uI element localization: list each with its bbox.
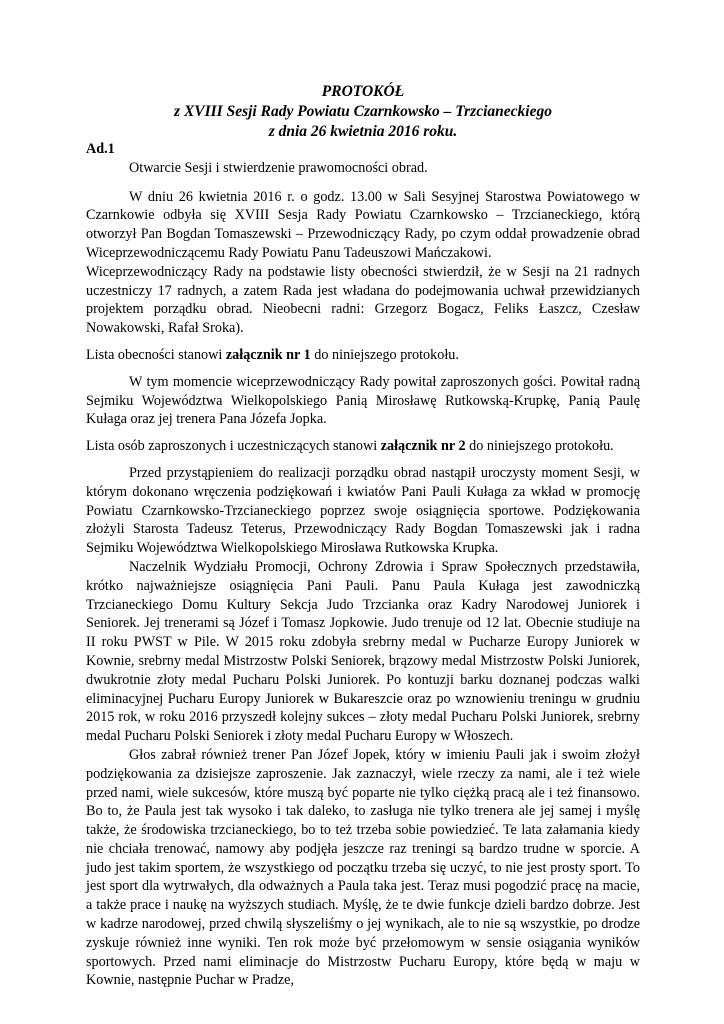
attachment-2-text-before: Lista osób zaproszonych i uczestniczących stanowi — [86, 438, 381, 455]
section-intro: Otwarcie Sesji i stwierdzenie prawomocności obrad. — [129, 159, 428, 176]
document-title: PROTOKÓŁ — [321, 83, 405, 100]
attachment-2-text-after: do niniejszego protokołu. — [465, 438, 614, 455]
paragraph-ceremony: Przed przystąpieniem do realizacji porządku obrad nastąpił uroczysty moment Sesji, w którym dokonano wręczenia podziękowań i kwiatów Pani Pauli Kułaga za wkład w promocję Powiatu Czarnkowsko-Trzcianeckiego poprzez swoje osiągnięcia sportowe. Podziękowania złożyli Starosta Tadeusz Teterus, Przewodniczący Rady Bogdan Tomaszewski jak i radna Sejmiku Województwa Wielkopolskiego Mirosława Rutkowska Krupka. — [86, 464, 640, 557]
paragraph-attachment-1 — [86, 346, 640, 365]
paragraph-attachment-2 — [86, 437, 640, 456]
title-block — [86, 82, 640, 142]
attachment-2-label: załącznik nr 2 — [380, 438, 466, 455]
document-page — [86, 82, 640, 990]
attachment-1-text-after: do niniejszego protokołu. — [310, 346, 459, 363]
paragraph-session-opening: W dniu 26 kwietnia 2016 r. o godz. 13.00 w Sali Sesyjnej Starostwa Powiatowego w Czarnkowie odbyła się XVIII Sesja Rady Powiatu Czarnkowsko – Trzcianeckiego, którą otworzył Pan Bogdan Tomaszewski – Przewodniczący Rady, po czym oddał prowadzenie obrad Wiceprzewodniczącemu Rady Powiatu Panu Tadeuszowi Mańczakowi. — [86, 188, 640, 261]
paragraph-guests: W tym momencie wiceprzewodniczący Rady powitał zaproszonych gości. Powitał radną Sejmiku Województwa Wielkopolskiego Panią Mirosławę Rutkowską-Krupkę, Panią Paulę Kułaga oraz jej trenera Pana Józefa Jopka. — [86, 373, 640, 428]
section-label: Ad.1 — [86, 141, 115, 157]
paragraph-achievements: Naczelnik Wydziału Promocji, Ochrony Zdrowia i Spraw Społecznych przedstawiła, krótko najważniejsze osiągnięcia Pani Pauli. Panu Paula Kułaga jest zawodniczką Trzcianeckiego Domu Kultury Sekcja Judo Trzcianka oraz Kadry Narodowej Juniorek i Seniorek. Jej trenerami są Józef i Tomasz Jopkowie. Judo trenuje od 12 lat. Obecnie studiuje na II roku PWST w Pile. W 2015 roku zdobyła srebrny medal w Pucharze Europy Juniorek w Kownie, srebrny medal Mistrzostw Polski Seniorek, brązowy medal Mistrzostw Polski Juniorek, dwukrotnie złoty medal Pucharu Polski Juniorek. Po kontuzji barku doznanej podczas walki eliminacyjnej Pucharu Europy Juniorek w Bukareszcie oraz po wznowieniu treningu w grudniu 2015 rok, w roku 2016 przyszedł kolejny sukces – złoty medal Pucharu Polski Juniorek, srebrny medal Pucharu Polski Seniorek i złoty medal Pucharu Europy w Włoszech. — [86, 558, 640, 745]
document-date: z dnia 26 kwietnia 2016 roku. — [268, 123, 458, 140]
attachment-1-text-before: Lista obecności stanowi — [86, 346, 226, 363]
attachment-1-label: załącznik nr 1 — [225, 346, 311, 363]
paragraph-coach-speech: Głos zabrał również trener Pan Józef Jopek, który w imieniu Pauli jak i swoim złożył podziękowania za dzisiejsze zaproszenie. Jak zaznaczył, wiele rzeczy za nami, ale i też wiele przed nami, wiele sukcesów, które muszą być poparte nie tylko ciężką pracą ale i też finansowo. Bo to, że Paula jest tak wysoko i tak daleko, to zasługa nie tylko trenera ale jej samej i myślę także, że środowiska trzcianeckiego, bo to też trzeba sobie powiedzieć. Te lata załamania kiedy nie chciała trenować, namowy aby podjęła jeszcze raz treningi są bardzo trudne w sporcie. A judo jest takim sportem, że wszystkiego od początku trzeba się uczyć, to nie jest prosty sport. To jest sport dla wytrwałych, dla odważnych a Paula taka jest. Teraz musi pogodzić pracę na macie, a także prace i naukę na wyższych studiach. Myślę, że te dwie funkcje dzieli bardzo dobrze. Jest w kadrze narodowej, przed chwilą słyszeliśmy o jej wynikach, ale to nie są wszystkie, po drodze zyskuje również inne wyniki. Ten rok może być przełomowym w sensie osiągania wyników sportowych. Przed nami eliminacje do Mistrzostw Pucharu Europy, które będą w maju w Kownie, następnie Puchar w Pradze, — [86, 746, 640, 989]
paragraph-attendance: Wiceprzewodniczący Rady na podstawie listy obecności stwierdził, że w Sesji na 21 radnych uczestniczy 17 radnych, a zatem Rada jest władana do podejmowania uchwał przewidzianych projektem porządku obrad. Nieobecni radni: Grzegorz Bogacz, Feliks Łaszcz, Czesław Nowakowski, Rafał Sroka). — [86, 263, 640, 337]
document-subtitle: z XVIII Sesji Rady Powiatu Czarnkowsko – Trzcianeckiego — [174, 103, 552, 120]
